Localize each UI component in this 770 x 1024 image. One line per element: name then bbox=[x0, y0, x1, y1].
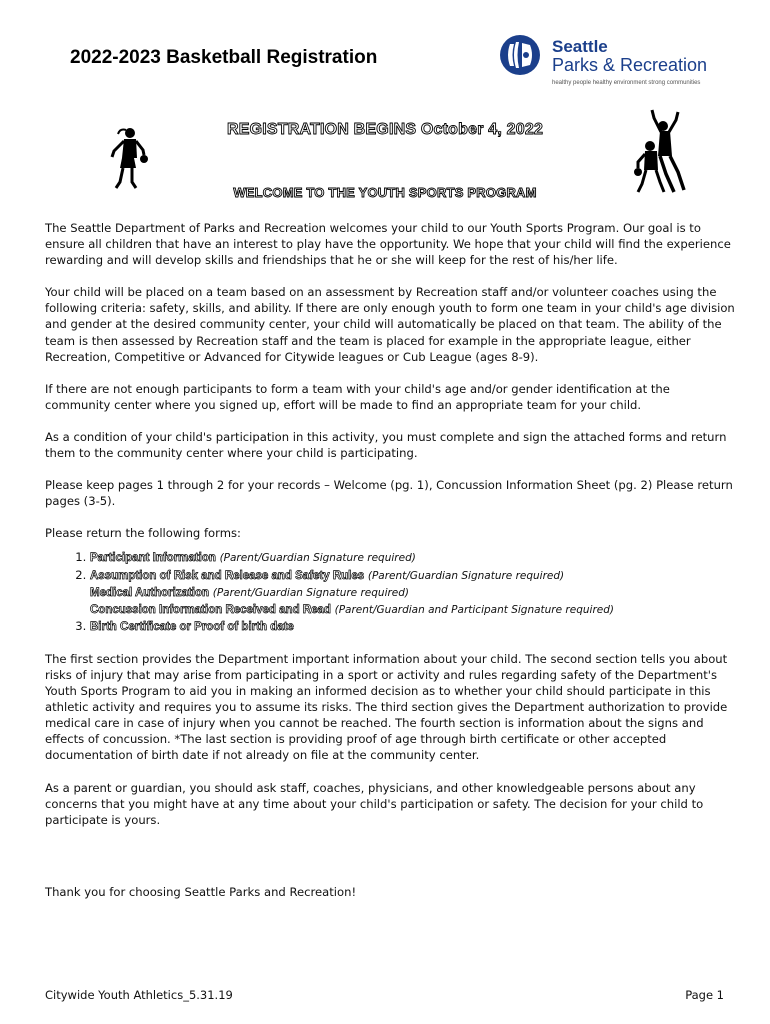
paragraph-intro: The Seattle Department of Parks and Recreation welcomes your child to our Youth Sports Program. Our goal is to ensure all children that have an interest to play have the opportunity. We hope that your child will find the experience rewarding and will develop skills and friendships that he or she will keep for the rest of his/her life. bbox=[45, 221, 731, 268]
paragraph-participation-condition: As a condition of your child's participation in this activity, you must complete and sign the attached forms and return them to the community center where your child is participating. bbox=[45, 429, 727, 461]
form-note: (Parent/Guardian Signature required) bbox=[219, 552, 416, 565]
sub-form-line bbox=[90, 584, 735, 601]
form-note: (Parent/Guardian Signature required) bbox=[367, 569, 565, 582]
form-title: Concussion Information Received and Read bbox=[90, 603, 331, 616]
list-item bbox=[90, 567, 735, 618]
paragraph-team-placement: Your child will be placed on a team based on an assessment by Recreation staff and/or volunteer coaches using the following criteria: safety, skills, and ability. If there are only enough youth to form one team in your child's age division and gender at the desired community center, your child will automatically be placed on that team. The ability of the team is then assessed by Recreation staff and the team is placed for example in the appropriate league, either Recreation, Competitive or Advanced for Citywide leagues or Cub League (ages 8-9). bbox=[45, 285, 735, 364]
spacer bbox=[45, 844, 735, 884]
paragraph-forms-intro: Please return the following forms: bbox=[45, 526, 241, 541]
footer-document-id: Citywide Youth Athletics_5.31.19 bbox=[45, 988, 233, 1002]
form-note: (Parent/Guardian Signature required) bbox=[212, 586, 410, 599]
welcome-heading: WELCOME TO THE YOUTH SPORTS PROGRAM bbox=[233, 185, 537, 200]
paragraph-parent-advice: As a parent or guardian, you should ask staff, coaches, physicians, and other knowledgeable persons about any concerns that you might have at any time about your child's participation or safety. The decision for your child to participate is yours. bbox=[45, 780, 704, 827]
list-item bbox=[90, 549, 735, 566]
form-title: Participant Information bbox=[90, 552, 216, 565]
paragraph-thank-you: Thank you for choosing Seattle Parks and Recreation! bbox=[45, 884, 357, 899]
list-item bbox=[90, 618, 735, 635]
seattle-parks-logo bbox=[499, 34, 714, 90]
form-title: Assumption of Risk and Release and Safety Rules bbox=[90, 569, 365, 582]
registration-banner: REGISTRATION BEGINS October 4, 2022 bbox=[226, 121, 544, 138]
sub-form-line bbox=[90, 601, 735, 618]
logo-tagline: healthy people healthy environment strong communities bbox=[552, 80, 701, 86]
letter-body bbox=[45, 220, 735, 916]
logo-wordmark bbox=[552, 37, 707, 75]
logo-name-line2: Parks & Recreation bbox=[552, 55, 708, 75]
form-title: Medical Authorization bbox=[90, 586, 210, 599]
footer-page-number: Page 1 bbox=[685, 988, 724, 1002]
city-seal-icon bbox=[499, 34, 541, 76]
form-note: (Parent/Guardian and Participant Signature required) bbox=[334, 603, 614, 616]
paragraph-pages-to-keep: Please keep pages 1 through 2 for your records – Welcome (pg. 1), Concussion Information Sheet (pg. 2) Please return pages (3-5). bbox=[45, 478, 733, 509]
paragraph-sections-description: The first section provides the Department important information about your child. The second section tells you about risks of injury that may arise from participating in a sport or activity and rules regarding safety of the Department's Youth Sports Program to aid you in making an informed decision as to whether your child should participate in this athletic activity and requires you to assume its risks. The third section gives the Department authorization to provide medical care in case of injury when you cannot be reached. The fourth section is information about the signs and effects of concussion. *The last section is providing proof of age through birth certificate or other accepted documentation of birth date if not already on file at the community center. bbox=[45, 651, 728, 763]
logo-name-line1: Seattle bbox=[552, 37, 608, 56]
forms-list bbox=[45, 549, 735, 634]
form-title: Birth Certificate or Proof of birth date bbox=[90, 620, 294, 633]
page-title: 2022-2023 Basketball Registration bbox=[70, 47, 378, 68]
paragraph-team-finding: If there are not enough participants to form a team with your child's age and/or gender identification at the community center where you signed up, effort will be made to find an appropriate team for your child. bbox=[45, 381, 670, 412]
